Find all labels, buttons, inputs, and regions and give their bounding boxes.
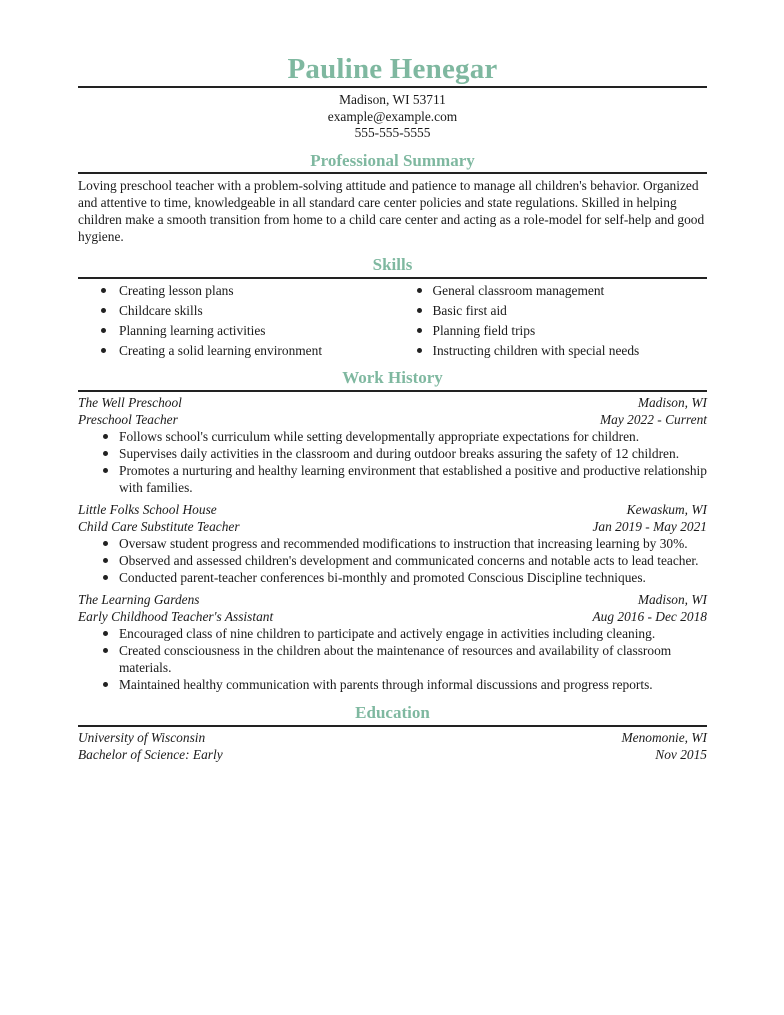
job-role: Preschool Teacher (78, 411, 178, 427)
job-entry (78, 592, 707, 693)
divider (78, 390, 707, 392)
skills-list (78, 282, 707, 363)
section-title-work-history: Work History (342, 368, 443, 388)
skill-item: Instructing children with special needs (393, 342, 708, 359)
job-bullet: Follows school's curriculum while setting developmentally appropriate expectations for children. (78, 428, 707, 445)
job-bullets (78, 625, 707, 693)
candidate-name: Pauline Henegar (287, 53, 498, 85)
job-bullet: Created consciousness in the children about the maintenance of resources and availability of classroom materials. (78, 642, 707, 676)
job-bullet: Encouraged class of nine children to participate and actively engage in activities including cleaning. (78, 625, 707, 642)
job-bullet: Observed and assessed children's development and communicated concerns and notable acts to lead teacher. (78, 552, 707, 569)
divider (78, 86, 707, 88)
resume (78, 52, 707, 763)
job-bullet: Conducted parent-teacher conferences bi-monthly and promoted Conscious Discipline techniques. (78, 569, 707, 586)
job-bullet: Maintained healthy communication with parents through informal discussions and progress reports. (78, 676, 707, 693)
job-bullet: Promotes a nurturing and healthy learning environment that established a positive and productive relationship with families. (78, 462, 707, 496)
skill-item: Planning field trips (393, 322, 708, 339)
job-employer: The Learning Gardens (78, 592, 200, 608)
job-dates: May 2022 - Current (600, 411, 707, 427)
job-employer: Little Folks School House (78, 502, 217, 518)
education-location: Menomonie, WI (621, 730, 707, 746)
job-bullets (78, 535, 707, 586)
job-location: Madison, WI (637, 395, 707, 411)
job-employer: The Well Preschool (78, 395, 182, 411)
skill-item: Creating a solid learning environment (78, 342, 393, 359)
skill-item: Childcare skills (78, 302, 393, 319)
education-date: Nov 2015 (655, 746, 707, 762)
job-bullets (78, 428, 707, 496)
section-title-skills: Skills (372, 254, 413, 274)
skill-item: Basic first aid (393, 302, 708, 319)
divider (78, 725, 707, 727)
education-school: University of Wisconsin (78, 730, 206, 746)
summary-text: Loving preschool teacher with a problem-solving attitude and patience to manage all children's behavior. Organized and attentive to time, knowledgeable in all standard care center policies and state regulations. Skilled in helping children make a smooth transition from home to a child care center and acting as a role-model for self-help and good hygiene. (78, 177, 705, 244)
section-title-education: Education (355, 703, 430, 723)
job-dates: Aug 2016 - Dec 2018 (592, 608, 707, 624)
job-bullet: Oversaw student progress and recommended modifications to instruction that increasing learning by 30%. (78, 535, 707, 552)
job-location: Kewaskum, WI (626, 502, 707, 518)
education-degree: Bachelor of Science: Early (78, 746, 223, 762)
contact-block (78, 92, 707, 142)
job-bullet: Supervises daily activities in the classroom and during outdoor breaks assuring the safety of 12 children. (78, 445, 707, 462)
skill-item: Planning learning activities (78, 322, 393, 339)
job-role: Early Childhood Teacher's Assistant (78, 608, 274, 624)
contact-email: example@example.com (327, 108, 458, 124)
job-entry (78, 502, 707, 586)
job-dates: Jan 2019 - May 2021 (592, 518, 707, 534)
skill-item: Creating lesson plans (78, 282, 393, 299)
job-entry (78, 395, 707, 496)
contact-phone: 555-555-5555 (354, 125, 431, 140)
job-location: Madison, WI (637, 592, 707, 608)
contact-address: Madison, WI 53711 (339, 92, 446, 107)
job-role: Child Care Substitute Teacher (78, 518, 240, 534)
skills-column-left (78, 282, 393, 363)
divider (78, 172, 707, 174)
skills-column-right (393, 282, 708, 363)
divider (78, 277, 707, 279)
section-title-summary: Professional Summary (310, 150, 475, 170)
education-entry (78, 730, 707, 763)
skill-item: General classroom management (393, 282, 708, 299)
